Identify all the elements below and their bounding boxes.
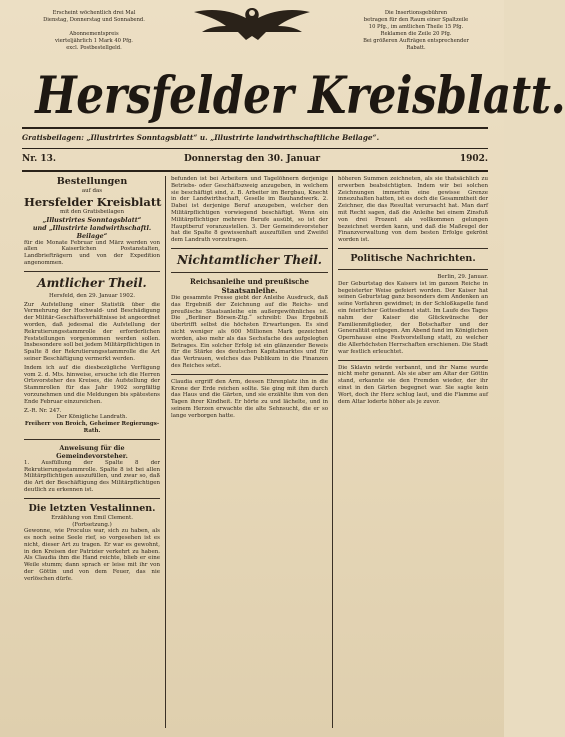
- divider: [171, 272, 328, 273]
- info-line: Abonnementspreis: [69, 31, 119, 37]
- divider: [338, 248, 488, 249]
- divider: [171, 374, 328, 375]
- order-paper-name: Hersfelder Kreisblatt: [24, 194, 162, 209]
- info-line: Bei größeren Aufträgen entsprechender: [363, 38, 469, 44]
- info-line: betragen für den Raum einer Spaltzeile: [363, 17, 469, 23]
- divider: [22, 127, 488, 129]
- article-text: Die gesammte Presse giebt der Anleihe Ausdruck, daß das Ergebniß der Zeichnung auf die Reichs- und preußische Staatsanleihe ein außergewöhnliches ist. Die „Berliner Börsen-Ztg.“ schreibt: Das Ergebniß übertrifft selbst die höchsten Erwartungen. Es sind nicht weniger als 600 Millionen Mark gezeichnet worden, also mehr als das Sechsfache des aufgelegten Betrages. Ein solcher Erfolg ist ein glänzender Beweis für die Stärke des deutschen Kapitalmarktes und für das Vertrauen, welches das Publikum in die Finanzen des Reiches setzt.: [171, 294, 328, 369]
- supplements-line: Gratisbeilagen: „Illustrirtes Sonntagsblatt“ u. „Illustrirte landwirthschaftliche Beilage“.: [22, 133, 380, 142]
- column-left: [24, 176, 160, 728]
- issue-year: 1902.: [459, 154, 488, 164]
- issue-number: Nr. 13.: [22, 154, 57, 164]
- divider: [338, 269, 488, 270]
- info-line: [26, 24, 162, 31]
- divider: [24, 439, 160, 440]
- column-middle: [171, 176, 328, 728]
- politics-dateline: Berlin, 29. Januar.: [437, 273, 488, 280]
- politics-heading: Politische Nachrichten.: [350, 252, 476, 264]
- divider: [24, 271, 160, 272]
- order-supplement-2: und „Illustrirte landwirthschaftl. Beilage“: [32, 223, 152, 240]
- unofficial-section-heading: Nichtamtlicher Theil.: [177, 252, 322, 267]
- politics-text: Der Geburtstag des Kaisers ist im ganzen Reiche in begeisterter Weise gefeiert worden. Der Kaiser hat seinen Geburtstag ganz besonders dem Andenken an seine Vorfahren gewidmet; in der Schloßkapelle fand ein feierlicher Gottesdienst statt. Im Laufe des Tages nahm der Kaiser die Glückwünsche der Familienmitglieder, der Botschafter und der Generalität entgegen. Am Abend fand im Königlichen Opernhause eine Festvorstellung statt, zu welcher die Allerhöchsten Herrschaften erschienen. Die Stadt war festlich erleuchtet.: [338, 280, 488, 355]
- info-line: Erscheint wöchentlich drei Mal: [52, 10, 136, 16]
- continued-text: befunden ist bei Arbeitern und Tagelöhnern derjenige Betriebs- oder Geschäftszweig anzugeben, in welchem sie beschäftigt sind, z. B. Arbeiter im Bergbau, Knecht in der Landwirthschaft, Geselle im Bauhandwerk. 2. Dabei ist derjenige Beruf anzugeben, welcher den Militärpflichtigen vorwiegend beschäftigt. Wenn ein Militärpflichtiger mehrere Berufe ausübt, so ist der Hauptberuf voranzustellen. 3. Der Gemeindevorsteher hat die Spalte 8 gewissenhaft auszufüllen und Zweifel dem Landrath vorzutragen.: [171, 176, 328, 244]
- info-line: excl. Postbestellgeld.: [66, 45, 122, 51]
- order-supplement-1: „Illustrirtes Sonntagsblatt“: [42, 215, 142, 224]
- official-section-heading: Amtlicher Theil.: [37, 275, 147, 290]
- divider: [22, 148, 488, 149]
- column-right: [338, 176, 488, 728]
- order-sub: auf das: [81, 188, 103, 194]
- info-line: Reklamen die Zeile 20 Pfg.: [380, 31, 452, 37]
- subscription-info-box: [26, 10, 162, 52]
- continued-text: höheren Summen zeichneten, als sie thatsächlich zu erwerben beabsichtigten. Indem wir bei solchen Zeichnungen immerhin eine gewisse Grenze innezuhalten hatten, ist es doch die Gesammtheit der Zeichner, die das Resultat verursacht hat. Man darf mit Recht sagen, daß die Anleihe bei einem Zinsfuß von drei Prozent als vollkommen gelungen bezeichnet werden kann, und daß die Maßregel der Finanzverwaltung von dem besten Erfolge gekrönt worden ist.: [338, 176, 488, 244]
- official-paragraph: Zur Aufstellung einer Statistik über die Vermehrung der Hochwald- und Beschädigung der Militär-Geschäftsverhältnisse ist angeordnet worden, daß jedesmal die Aufstellung der Rekrutierungsstammrolle der erforderlichen Feststellungen vorgenommen werden sollen. Insbesondere soll bei jedem Militärpflichtigen in Spalte 8 der Rekrutierungsstammrolle die Art seiner Beschäftigung vermerkt werden.: [24, 301, 160, 362]
- official-dateline: Hersfeld, den 29. Januar 1902.: [48, 292, 136, 299]
- divider: [338, 360, 488, 361]
- info-line: vierteljährlich 1 Mark 40 Pfg.: [55, 38, 133, 44]
- issue-dateline: [22, 154, 488, 166]
- divider: [22, 170, 488, 172]
- order-text: für die Monate Februar und März werden von allen Kaiserlichen Postanstalten, Landbriefträgern und von der Expedition angenommen.: [24, 239, 160, 266]
- article-heading: Reichsanleihe und preußische Staatsanleihe.: [190, 276, 309, 295]
- info-line: Dienstag, Donnerstag und Sonnabend.: [43, 17, 145, 23]
- info-line: Die Insertionsgebühren: [384, 10, 448, 16]
- info-line: 10 Pfg., im amtlichen Theile 15 Pfg.: [368, 24, 464, 30]
- eagle-emblem-icon: [190, 2, 314, 44]
- serial-text: Claudia ergriff den Arm, dessen Ehrenplatz ihn in die Krone der Erde reichen sollte. Sie ging mit ihm durch das Haus und die Gärten, und sie erzählte ihm von den Tagen ihrer Kindheit. Er hörte zu und lächelte, und in seinem Herzen erwachte die alte Sehnsucht, die er so lange verborgen hatte.: [171, 378, 328, 419]
- official-paragraph: Indem ich auf die diesbezügliche Verfügung vom 2. d. Mts. hinweise, ersuche ich die Herren Ortsvorsteher des Kreises, die Aufstellung der Stammrollen für das Jahr 1902 sorgfältig vorzunehmen und die Meldungen bis spätestens Ende Februar einzureichen.: [24, 364, 160, 405]
- info-line: Rabatt.: [406, 45, 426, 51]
- official-signature: Der Königliche Landrath.: [56, 414, 128, 421]
- instruction-heading: Anweisung für die Gemeindevorsteher.: [56, 443, 128, 460]
- column-rule: [165, 176, 166, 728]
- story-part: (Fortsetzung.): [72, 521, 112, 528]
- order-with: mit den Gratisbeilagen: [60, 208, 124, 215]
- advertising-rates-box: [348, 10, 484, 52]
- official-signature: Freiherr von Broich, Geheimer Regierungs-Rath.: [24, 421, 160, 434]
- newspaper-title: Hersfelder Kreisblatt.: [35, 66, 565, 126]
- issue-date: Donnerstag den 30. Januar: [184, 154, 321, 164]
- column-rule: [332, 176, 333, 728]
- story-continued-text: Die Sklavin würde verbannt, und ihr Name wurde nicht mehr genannt. Als sie aber am Altar der Göttin stand, erkannte sie den Fremden wieder, der ihr einst in den Gärten begegnet war. Sie sagte kein Wort, doch ihr Herz schlug laut, und die Flamme auf dem Altar loderte höher als je zuvor.: [338, 364, 488, 405]
- story-heading: Die letzten Vestalinnen.: [28, 502, 156, 514]
- story-text: Gewonne, wie Proculus war, sich zu haben, als es noch seine Seele rief, so vorgesehen ist es nicht, dieser Art zu tragen. Er war es gewohnt, in den Kreisen der Patrizier verkehrt zu haben. Als Claudia ihm die Hand reichte, blieb er eine Weile stumm; dann sprach er leise mit ihr von der Göttin und von dem Feuer, das nie verlöschen dürfe.: [24, 528, 160, 582]
- divider: [171, 248, 328, 249]
- official-reference: Z.-R. Nr. 247.: [24, 407, 62, 414]
- instruction-text: 1. Ausfüllung der Spalte 8 der Rekrutierungsstammrolle. Spalte 8 ist bei allen Militärpflichtigen auszufüllen, und zwar so, daß die Art der Beschäftigung des Militärpflichtigen deutlich zu erkennen ist.: [24, 459, 160, 493]
- order-heading: Bestellungen: [56, 176, 128, 187]
- story-author: Erzählung von Emil Clement.: [51, 514, 133, 521]
- divider: [24, 498, 160, 499]
